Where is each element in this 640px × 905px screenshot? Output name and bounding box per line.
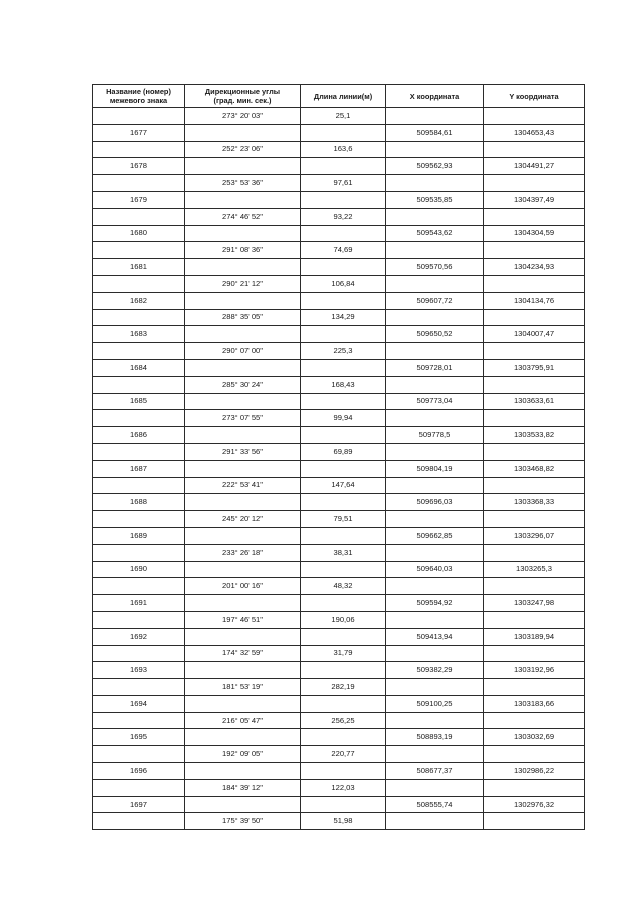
- point-blank: [301, 796, 386, 813]
- segment-blank: [484, 208, 585, 225]
- point-y: 1303192,96: [484, 662, 585, 679]
- segment-blank: [484, 141, 585, 158]
- segment-blank: [484, 544, 585, 561]
- point-blank: [301, 729, 386, 746]
- segment-blank: [93, 813, 185, 830]
- segment-angle: 245° 20' 12": [185, 511, 301, 528]
- point-blank: [185, 292, 301, 309]
- segment-blank: [93, 679, 185, 696]
- segment-blank: [484, 712, 585, 729]
- segment-angle: 197° 46' 51": [185, 611, 301, 628]
- segment-angle: 253° 53' 36": [185, 175, 301, 192]
- point-row: [93, 662, 585, 679]
- segment-angle: 291° 08' 36": [185, 242, 301, 259]
- point-blank: [301, 763, 386, 780]
- point-row: [93, 124, 585, 141]
- segment-blank: [93, 578, 185, 595]
- segment-angle: 291° 33' 56": [185, 443, 301, 460]
- segment-blank: [484, 376, 585, 393]
- segment-blank: [386, 611, 484, 628]
- segment-angle: 285° 30' 24": [185, 376, 301, 393]
- segment-blank: [484, 175, 585, 192]
- point-x: 509570,56: [386, 259, 484, 276]
- segment-length: 282,19: [301, 679, 386, 696]
- point-name: 1694: [93, 695, 185, 712]
- point-blank: [301, 225, 386, 242]
- point-blank: [185, 662, 301, 679]
- point-y: 1304397,49: [484, 191, 585, 208]
- point-blank: [185, 225, 301, 242]
- segment-blank: [93, 779, 185, 796]
- point-blank: [185, 763, 301, 780]
- segment-blank: [484, 108, 585, 125]
- segment-blank: [93, 477, 185, 494]
- point-blank: [301, 494, 386, 511]
- segment-length: 122,03: [301, 779, 386, 796]
- point-blank: [301, 695, 386, 712]
- segment-length: 51,98: [301, 813, 386, 830]
- point-row: [93, 729, 585, 746]
- point-blank: [301, 628, 386, 645]
- point-blank: [301, 326, 386, 343]
- segment-blank: [93, 611, 185, 628]
- segment-angle: 192° 09' 05": [185, 746, 301, 763]
- segment-row: [93, 275, 585, 292]
- point-name: 1696: [93, 763, 185, 780]
- point-row: [93, 393, 585, 410]
- segment-blank: [386, 141, 484, 158]
- segment-length: 25,1: [301, 108, 386, 125]
- point-blank: [301, 460, 386, 477]
- segment-length: 31,79: [301, 645, 386, 662]
- segment-angle: 252° 23' 06": [185, 141, 301, 158]
- segment-blank: [386, 309, 484, 326]
- segment-blank: [386, 275, 484, 292]
- segment-blank: [484, 611, 585, 628]
- segment-blank: [93, 410, 185, 427]
- point-row: [93, 628, 585, 645]
- point-row: [93, 494, 585, 511]
- segment-blank: [93, 544, 185, 561]
- segment-angle: 273° 07' 55": [185, 410, 301, 427]
- point-row: [93, 292, 585, 309]
- segment-blank: [386, 779, 484, 796]
- segment-row: [93, 108, 585, 125]
- segment-blank: [484, 645, 585, 662]
- segment-length: 69,89: [301, 443, 386, 460]
- header-mark-name: Название (номер) межевого знака: [93, 85, 185, 108]
- segment-blank: [93, 746, 185, 763]
- segment-row: [93, 679, 585, 696]
- point-y: 1303183,66: [484, 695, 585, 712]
- segment-length: 93,22: [301, 208, 386, 225]
- point-y: 1304134,76: [484, 292, 585, 309]
- point-blank: [185, 628, 301, 645]
- segment-length: 168,43: [301, 376, 386, 393]
- segment-length: 99,94: [301, 410, 386, 427]
- segment-blank: [93, 645, 185, 662]
- segment-blank: [93, 242, 185, 259]
- point-blank: [185, 326, 301, 343]
- point-row: [93, 326, 585, 343]
- segment-angle: 290° 21' 12": [185, 275, 301, 292]
- segment-angle: 274° 46' 52": [185, 208, 301, 225]
- header-line-length: Длина линии(м): [301, 85, 386, 108]
- point-x: 508677,37: [386, 763, 484, 780]
- point-row: [93, 427, 585, 444]
- point-blank: [301, 393, 386, 410]
- point-y: 1303368,33: [484, 494, 585, 511]
- point-x: 509662,85: [386, 527, 484, 544]
- segment-blank: [93, 175, 185, 192]
- point-row: [93, 191, 585, 208]
- segment-row: [93, 645, 585, 662]
- segment-angle: 273° 20' 03": [185, 108, 301, 125]
- point-row: [93, 460, 585, 477]
- point-blank: [185, 695, 301, 712]
- point-blank: [185, 259, 301, 276]
- segment-row: [93, 511, 585, 528]
- segment-angle: 222° 53' 41": [185, 477, 301, 494]
- point-x: 509773,04: [386, 393, 484, 410]
- point-blank: [301, 662, 386, 679]
- point-blank: [185, 595, 301, 612]
- segment-length: 74,69: [301, 242, 386, 259]
- point-blank: [301, 427, 386, 444]
- point-y: 1303633,61: [484, 393, 585, 410]
- point-name: 1688: [93, 494, 185, 511]
- point-row: [93, 225, 585, 242]
- segment-length: 220,77: [301, 746, 386, 763]
- point-x: 509650,52: [386, 326, 484, 343]
- segment-length: 190,06: [301, 611, 386, 628]
- segment-blank: [484, 410, 585, 427]
- point-blank: [301, 595, 386, 612]
- segment-blank: [386, 511, 484, 528]
- point-blank: [185, 494, 301, 511]
- point-x: 508893,19: [386, 729, 484, 746]
- segment-angle: 181° 53' 19": [185, 679, 301, 696]
- segment-blank: [386, 645, 484, 662]
- segment-blank: [93, 712, 185, 729]
- segment-blank: [386, 242, 484, 259]
- segment-blank: [93, 108, 185, 125]
- point-x: 509607,72: [386, 292, 484, 309]
- table-header-row: [93, 85, 585, 108]
- segment-blank: [484, 813, 585, 830]
- segment-row: [93, 779, 585, 796]
- point-x: 509543,62: [386, 225, 484, 242]
- point-name: 1690: [93, 561, 185, 578]
- segment-blank: [386, 443, 484, 460]
- point-blank: [185, 359, 301, 376]
- segment-blank: [386, 410, 484, 427]
- point-y: 1303189,94: [484, 628, 585, 645]
- segment-row: [93, 242, 585, 259]
- point-y: 1303296,07: [484, 527, 585, 544]
- segment-length: 106,84: [301, 275, 386, 292]
- point-blank: [301, 158, 386, 175]
- point-name: 1680: [93, 225, 185, 242]
- segment-row: [93, 309, 585, 326]
- point-blank: [301, 259, 386, 276]
- segment-blank: [484, 679, 585, 696]
- segment-blank: [93, 309, 185, 326]
- point-y: 1304304,59: [484, 225, 585, 242]
- point-x: 509696,03: [386, 494, 484, 511]
- point-name: 1686: [93, 427, 185, 444]
- header-direction-angle: Дирекционные углы (град. мин. сек.): [185, 85, 301, 108]
- segment-blank: [484, 443, 585, 460]
- point-y: 1302976,32: [484, 796, 585, 813]
- point-row: [93, 695, 585, 712]
- segment-blank: [484, 275, 585, 292]
- point-name: 1681: [93, 259, 185, 276]
- point-name: 1697: [93, 796, 185, 813]
- segment-blank: [386, 544, 484, 561]
- segment-blank: [93, 443, 185, 460]
- point-x: 509100,25: [386, 695, 484, 712]
- point-row: [93, 527, 585, 544]
- point-x: 509804,19: [386, 460, 484, 477]
- segment-length: 147,64: [301, 477, 386, 494]
- segment-length: 38,31: [301, 544, 386, 561]
- point-name: 1693: [93, 662, 185, 679]
- segment-blank: [484, 746, 585, 763]
- point-y: 1304234,93: [484, 259, 585, 276]
- segment-blank: [93, 511, 185, 528]
- segment-angle: 201° 00' 16": [185, 578, 301, 595]
- point-name: 1687: [93, 460, 185, 477]
- segment-blank: [386, 376, 484, 393]
- segment-blank: [386, 813, 484, 830]
- point-blank: [301, 124, 386, 141]
- point-y: 1304653,43: [484, 124, 585, 141]
- point-x: 509535,85: [386, 191, 484, 208]
- segment-blank: [93, 208, 185, 225]
- point-row: [93, 796, 585, 813]
- point-y: 1303032,69: [484, 729, 585, 746]
- point-name: 1678: [93, 158, 185, 175]
- point-blank: [185, 460, 301, 477]
- point-x: 508555,74: [386, 796, 484, 813]
- point-name: 1689: [93, 527, 185, 544]
- segment-length: 256,25: [301, 712, 386, 729]
- segment-row: [93, 611, 585, 628]
- segment-blank: [93, 343, 185, 360]
- point-name: 1692: [93, 628, 185, 645]
- segment-angle: 174° 32' 59": [185, 645, 301, 662]
- point-blank: [185, 393, 301, 410]
- point-blank: [301, 191, 386, 208]
- segment-angle: 290° 07' 00": [185, 343, 301, 360]
- point-y: 1304007,47: [484, 326, 585, 343]
- segment-blank: [386, 343, 484, 360]
- segment-angle: 175° 39' 50": [185, 813, 301, 830]
- segment-blank: [386, 746, 484, 763]
- segment-row: [93, 175, 585, 192]
- segment-row: [93, 746, 585, 763]
- point-blank: [301, 561, 386, 578]
- segment-angle: 288° 35' 05": [185, 309, 301, 326]
- segment-blank: [484, 309, 585, 326]
- segment-length: 48,32: [301, 578, 386, 595]
- segment-blank: [93, 141, 185, 158]
- point-name: 1685: [93, 393, 185, 410]
- segment-row: [93, 477, 585, 494]
- segment-blank: [484, 477, 585, 494]
- segment-blank: [386, 208, 484, 225]
- header-y-coordinate: Y координата: [484, 85, 585, 108]
- segment-blank: [386, 108, 484, 125]
- point-name: 1679: [93, 191, 185, 208]
- point-y: 1303795,91: [484, 359, 585, 376]
- point-blank: [185, 796, 301, 813]
- segment-length: 163,6: [301, 141, 386, 158]
- segment-length: 79,51: [301, 511, 386, 528]
- point-x: 509584,61: [386, 124, 484, 141]
- point-y: 1303265,3: [484, 561, 585, 578]
- segment-blank: [386, 477, 484, 494]
- boundary-coordinates-table: [92, 84, 585, 830]
- point-x: 509728,01: [386, 359, 484, 376]
- point-row: [93, 259, 585, 276]
- point-blank: [185, 427, 301, 444]
- point-x: 509562,93: [386, 158, 484, 175]
- segment-row: [93, 544, 585, 561]
- segment-blank: [386, 578, 484, 595]
- segment-row: [93, 141, 585, 158]
- point-x: 509640,03: [386, 561, 484, 578]
- segment-blank: [386, 175, 484, 192]
- segment-row: [93, 578, 585, 595]
- segment-row: [93, 376, 585, 393]
- point-y: 1303247,98: [484, 595, 585, 612]
- segment-blank: [93, 376, 185, 393]
- segment-angle: 233° 26' 18": [185, 544, 301, 561]
- segment-blank: [484, 242, 585, 259]
- point-x: 509382,29: [386, 662, 484, 679]
- point-row: [93, 763, 585, 780]
- segment-angle: 184° 39' 12": [185, 779, 301, 796]
- point-blank: [301, 292, 386, 309]
- point-name: 1682: [93, 292, 185, 309]
- point-x: 509778,5: [386, 427, 484, 444]
- point-name: 1691: [93, 595, 185, 612]
- point-name: 1683: [93, 326, 185, 343]
- point-y: 1304491,27: [484, 158, 585, 175]
- point-blank: [185, 729, 301, 746]
- segment-blank: [484, 779, 585, 796]
- point-blank: [185, 124, 301, 141]
- point-blank: [185, 527, 301, 544]
- segment-row: [93, 410, 585, 427]
- segment-blank: [93, 275, 185, 292]
- point-row: [93, 359, 585, 376]
- segment-length: 225,3: [301, 343, 386, 360]
- point-row: [93, 561, 585, 578]
- point-row: [93, 595, 585, 612]
- point-y: 1302986,22: [484, 763, 585, 780]
- point-blank: [185, 561, 301, 578]
- segment-length: 97,61: [301, 175, 386, 192]
- point-y: 1303468,82: [484, 460, 585, 477]
- point-blank: [185, 158, 301, 175]
- point-name: 1684: [93, 359, 185, 376]
- point-name: 1677: [93, 124, 185, 141]
- segment-blank: [484, 511, 585, 528]
- segment-blank: [484, 343, 585, 360]
- segment-blank: [484, 578, 585, 595]
- point-y: 1303533,82: [484, 427, 585, 444]
- segment-blank: [386, 679, 484, 696]
- segment-row: [93, 208, 585, 225]
- segment-row: [93, 813, 585, 830]
- segment-angle: 216° 05' 47": [185, 712, 301, 729]
- table-body: [93, 108, 585, 830]
- header-x-coordinate: X координата: [386, 85, 484, 108]
- segment-row: [93, 443, 585, 460]
- point-x: 509413,94: [386, 628, 484, 645]
- point-x: 509594,92: [386, 595, 484, 612]
- point-blank: [185, 191, 301, 208]
- segment-length: 134,29: [301, 309, 386, 326]
- point-name: 1695: [93, 729, 185, 746]
- point-blank: [301, 359, 386, 376]
- segment-row: [93, 343, 585, 360]
- segment-blank: [386, 712, 484, 729]
- point-row: [93, 158, 585, 175]
- point-blank: [301, 527, 386, 544]
- segment-row: [93, 712, 585, 729]
